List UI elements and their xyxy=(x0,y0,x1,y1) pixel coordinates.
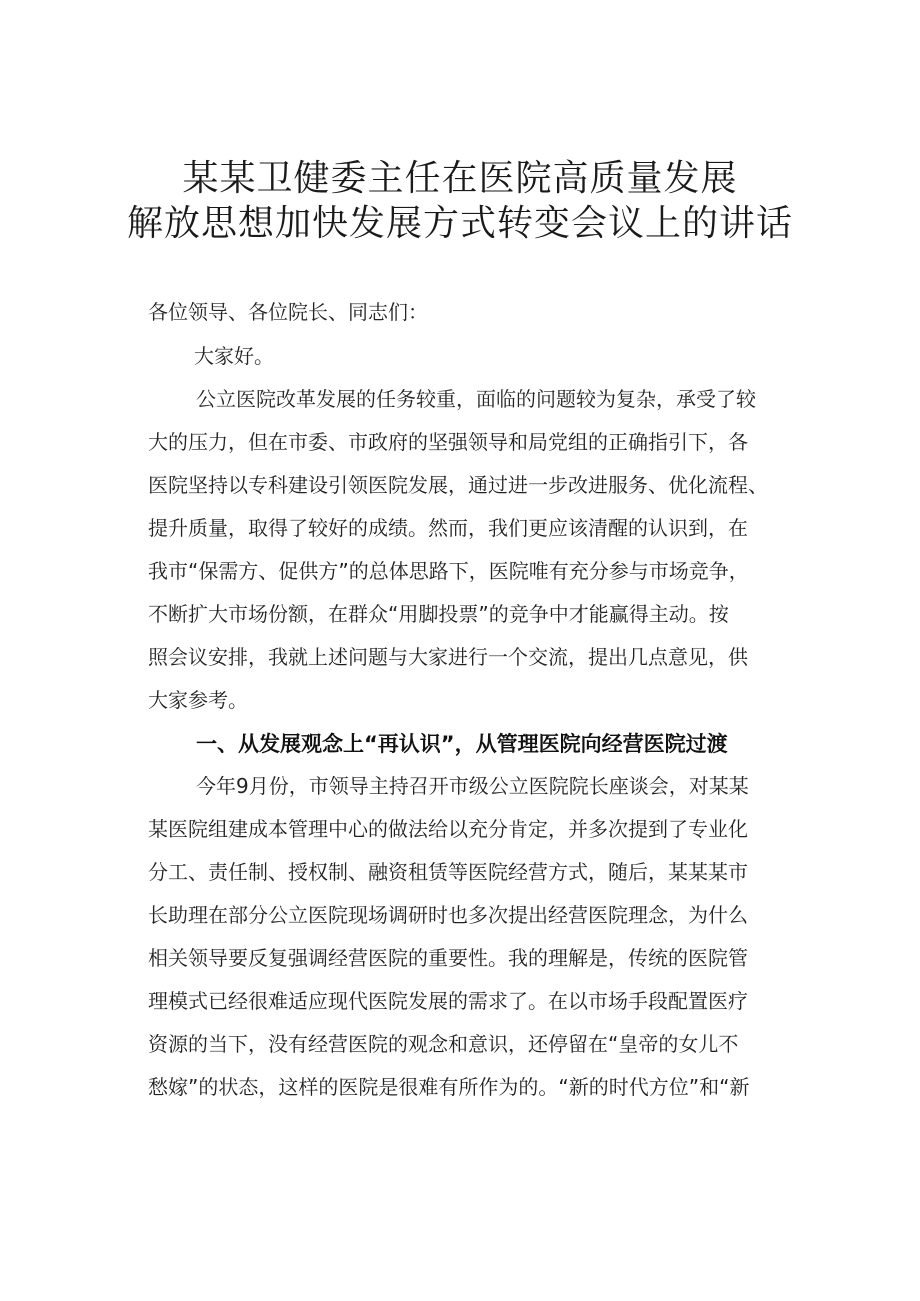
salutation: 各位领导、各位院长、同志们： xyxy=(148,300,428,324)
document-title-line-1: 某某卫健委主任在医院高质量发展 xyxy=(182,158,738,199)
paragraph-1-line: 照会议安排，我就上述问题与大家进行一个交流，提出几点意见，供 xyxy=(148,645,748,669)
document-title-line-2: 解放思想加快发展方式转变会议上的讲话 xyxy=(126,203,793,244)
paragraph-1-line: 我市“保需方、促供方”的总体思路下，医院唯有充分参与市场竞争， xyxy=(148,559,749,583)
paragraph-1-line: 大家参考。 xyxy=(148,688,248,712)
paragraph-2-line: 今年9月份，市领导主持召开市级公立医院院长座谈会，对某某 xyxy=(196,774,749,798)
paragraph-2-line: 长助理在部分公立医院现场调研时也多次提出经营医院理念，为什么 xyxy=(148,903,748,927)
paragraph-1-line: 大的压力，但在市委、市政府的坚强领导和局党组的正确指引下，各 xyxy=(148,430,748,454)
paragraph-1-line: 公立医院改革发展的任务较重，面临的问题较为复杂，承受了较 xyxy=(196,387,756,411)
paragraph-2-line: 资源的当下，没有经营医院的观念和意识，还停留在“皇帝的女儿不 xyxy=(148,1032,739,1056)
paragraph-2-line: 某医院组建成本管理中心的做法给以充分肯定，并多次提到了专业化 xyxy=(148,817,748,841)
paragraph-1-line: 提升质量，取得了较好的成绩。然而，我们更应该清醒的认识到，在 xyxy=(148,516,748,540)
section-1-heading: 一、从发展观念上“再认识”，从管理医院向经营医院过渡 xyxy=(196,732,728,756)
paragraph-2-line: 分工、责任制、授权制、融资租赁等医院经营方式，随后，某某某市 xyxy=(148,860,748,884)
paragraph-2-line: 理模式已经很难适应现代医院发展的需求了。在以市场手段配置医疗 xyxy=(148,989,748,1013)
paragraph-2-line: 相关领导要反复强调经营医院的重要性。我的理解是，传统的医院管 xyxy=(148,946,748,970)
paragraph-2-line: 愁嫁”的状态，这样的医院是很难有所作为的。“新的时代方位”和“新 xyxy=(148,1075,750,1099)
greeting: 大家好。 xyxy=(194,344,274,368)
paragraph-1-line: 不断扩大市场份额，在群众“用脚投票”的竞争中才能赢得主动。按 xyxy=(148,602,729,626)
paragraph-1-line: 医院坚持以专科建设引领医院发展，通过进一步改进服务、优化流程、 xyxy=(148,473,768,497)
